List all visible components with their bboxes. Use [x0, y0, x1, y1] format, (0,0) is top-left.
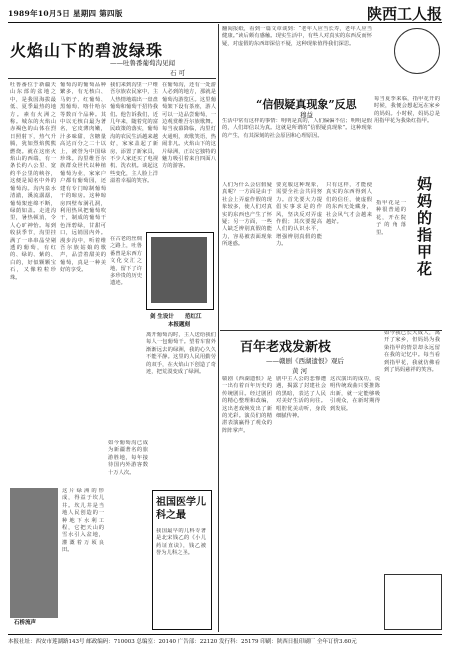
article-3-body-2: 如今我已长大成人，离开了家乡，但妈妈为我染指甲的情景却永远留在我的记忆中。每当看到指甲花，我就仿佛看到了妈妈慈祥的笑容。 [384, 330, 440, 374]
article-2-intro: 翻阅报纸，看到一篇文章谈到：“老年人应当长寿，老年人应当健康。”读后颇有感触。现实生活中，有些人对真实的东西反而怀疑，对虚假的东西却深信不疑，这种现象值得我们深思。 [222, 26, 372, 47]
woodcut-caption-2: 范红江 [185, 314, 202, 320]
divider [8, 78, 216, 79]
footer: 本报社址：西安市莲湖路143号 邮政编码：710003 总编室：20140 广告部：22120 发行科：25179 印刷：陕西日报印刷厂 全年订价3.60元 [8, 634, 442, 645]
side-text: 在古老的丝绸之路上，吐鲁番曾是东西方文化交汇之地，留下了许多珍贵的历史遗迹。 [110, 236, 142, 287]
woodcut-caption-3: 本报题刻 [168, 322, 191, 328]
masthead [8, 4, 442, 23]
article-2-body-2: 人们为什么会信假疑真呢？一方面是由于社会上弄虚作假的现象较多，使人们对真实的东西也产生了怀疑；另一方面，一些人缺乏辨别真假的能力，容易被表面现象所迷惑。 [222, 182, 272, 248]
article-1-body-col-5: 离开葡萄沟时，主人送给我们每人一包葡萄干。望着车窗外渐渐远去的绿洲，我的心久久不能平静。这里的人民用勤劳的双手，在火焰山下创造了奇迹，把荒漠变成了绿洲。 [146, 332, 216, 376]
date-line: 1989年10月5日 星期四 第四版 [8, 9, 123, 18]
article-3-intro: 每当夏季来临，指甲花开的时候，我便会想起远在家乡的妈妈。小时候，妈妈总是用指甲花为我染红指甲。 [374, 96, 440, 125]
article-2-body-4: 只有这样，才能使真实的东西得到人们的信任，使虚假的东西无处藏身，社会风气才会越来越好。 [326, 182, 372, 226]
article-4-author: 黄 河 [292, 367, 308, 375]
article-2-body-3: 要克服这种现象，需要全社会共同努力。首先要大力提倡实事求是的作风，坚决反对弄虚作假；其次要提高人们的认识水平，增强辨别真假的能力。 [276, 182, 322, 248]
article-1-body-col-3: 我们来到沟里一户维吾尔族农民家中，主人热情地端出一盘盘葡萄和葡萄干招待我们。他告诉我们，近几年来，随着党的富民政策的落实，葡萄沟的农民生活越来越好，家家盖起了新房，添置了新家具，不少人家还买了电视机、洗衣机。谈起这些变化，主人脸上洋溢着幸福的笑容。 [110, 82, 158, 185]
article-1-subtitle: ——吐鲁番葡萄沟见闻 [110, 59, 175, 67]
article-5-title: 祖国医学儿科之最 [156, 497, 206, 521]
photo-left-caption: 石桥流声 [14, 620, 37, 626]
article-2-author: 穆益 [300, 111, 313, 119]
article-1-body-col-7: 如今葡萄沟已成为新疆著名的旅游胜地，每年接待国内外游客数十万人次。 [108, 440, 148, 476]
article-4-subtitle: ——赣剧《西湖遗恨》观后 [266, 357, 344, 365]
article-1-body-col-6: 这片绿洲的形成，得益于坎儿井。坎儿井是当地人民创造的一种地下水利工程，它把天山的雪水引入盆地，灌溉着万顷良田。 [62, 488, 104, 554]
article-4-body-3: 这次演出的成功，说明传统戏曲只要推陈出新，就一定能够吸引观众，在新时期得到发展。 [330, 376, 380, 412]
article-2-title: “信假疑真现象”反思 [256, 98, 357, 111]
column-divider [218, 24, 219, 632]
article-1-author: 石 可 [170, 69, 186, 77]
woodcut-caption-1: 剑 生设计 [150, 314, 174, 320]
article-1-body-col-2: 葡萄沟的葡萄品种繁多，有无核白、马奶子、红葡萄、黑葡萄、喀什哈尔等数百个品种。其中以无核白最为著名，它皮薄肉嫩，汁多味甜，含糖量高达百分之二十以上，被誉为中国绿珍珠。沟里维吾尔族群众世代以种植葡萄为业，家家户户都有葡萄园，还建有专门晾制葡萄干的晾房。这种晾房四壁布满孔洞，利用热风把葡萄吹干，制成的葡萄干色泽碧绿，甘甜可口，远销国内外。漫步沟中，听着维吾尔族姑娘的歌声，品尝着甜美的葡萄，真是一种美好的享受。 [60, 82, 106, 274]
photo-left [10, 488, 58, 618]
article-1-title: 火焰山下的碧波绿珠 [10, 41, 164, 60]
newspaper-logo: 陕西工人报 [366, 5, 442, 23]
article-5 [152, 490, 212, 630]
article-2-body-1: 生活中常有这样的事情：明明是真的，人们偏偏不信；明明是假的，人们却信以为真。这就是所谓的“信假疑真现象”。这种现象的产生，有其深刻的社会原因和心理原因。 [222, 118, 372, 139]
article-3-body-1: 指甲花是一种很普通的花，开在院子的角落里。 [376, 200, 406, 236]
seal-icon [384, 574, 442, 630]
article-4-title: 百年老戏发新枝 [240, 340, 332, 355]
article-1-body-col-4: 在葡萄沟，还有一处游人必到的地方，那就是葡萄沟游览区。这里葡萄架下设有茶座，游人可以一边品尝葡萄，一边观赏维吾尔族歌舞。每当夜幕降临，沟里灯火通明，欢歌笑语，热闹非凡。火焰山下的这片绿洲，正以它独特的魅力吸引着来自四面八方的游客。 [162, 82, 216, 170]
woodcut-image [151, 237, 207, 303]
article-4-body-1: 赣剧《西湖遗恨》是一出有着百年历史的传统剧目。经过剧团的精心整理和改编，这出老戏焕发出了新的光彩。演员们的精湛表演赢得了观众的阵阵掌声。 [222, 376, 272, 434]
article-1-body-col-1: 吐鲁番位于新疆天山东部的盆地之中，是我国海拔最低、夏季最热的地方。素有火洲之称。城东的火焰山赤褐色的山体在烈日照射下，热气升腾，犹如烈焰熊熊燃烧。就在这座火焰山的西端，有一条长约八公里、宽约半公里的峡谷，这便是闻名中外的葡萄沟。沟内泉水清澈，溪流潺潺，葡萄架连绵不断，绿荫如盖。走进沟里，暑热顿消，令人心旷神怡。每到收获季节，沟里挂满了一串串晶莹剔透的葡萄，有红的、绿的、紫的、白的，好似颗颗宝石，又像粒粒珍珠。 [10, 82, 56, 281]
emblem-icon [394, 28, 440, 74]
woodcut-frame [146, 232, 214, 310]
article-4-body-2: 剧中主人公的悲惨遭遇，揭露了封建社会的黑暗，表达了人民对美好生活的向往。唱腔优美动听，身段细腻传神。 [276, 376, 326, 420]
article-3-title: 妈妈的指甲花 [415, 176, 433, 278]
article-5-body: 我国最早的儿科专著是北宋钱乙的《小儿药证直诀》，钱乙被誉为儿科之圣。 [156, 528, 206, 557]
